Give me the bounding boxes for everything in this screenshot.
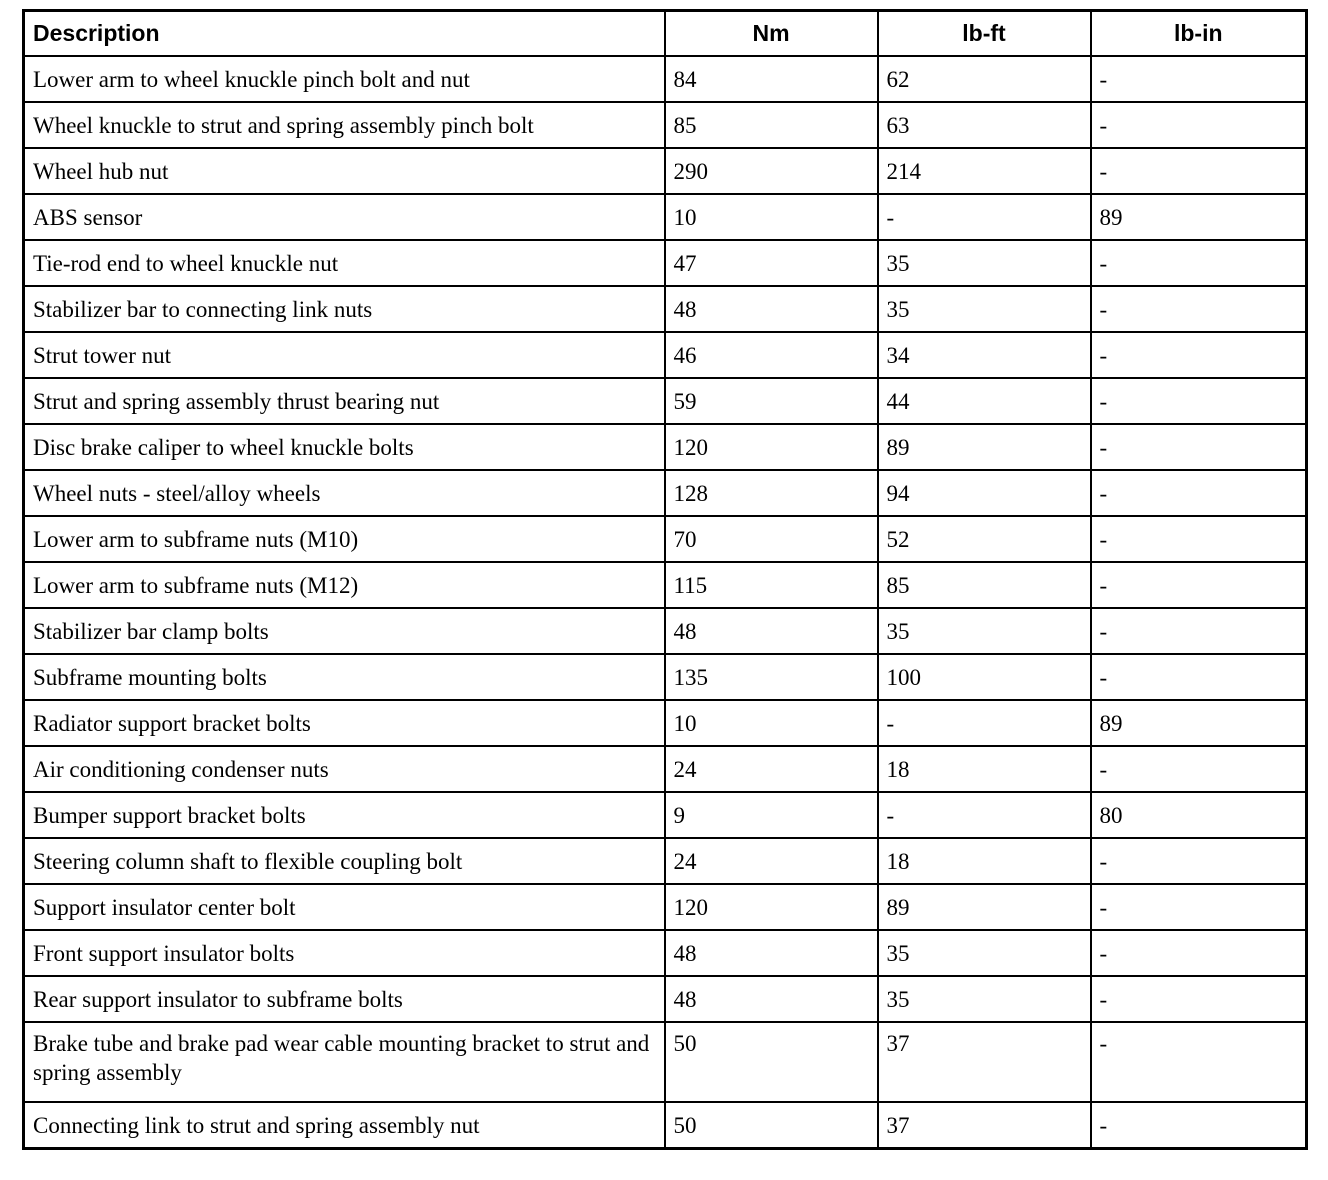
cell-nm: 48 — [665, 930, 878, 976]
cell-description: Bumper support bracket bolts — [24, 792, 665, 838]
cell-lb-in: - — [1091, 56, 1307, 102]
cell-nm: 50 — [665, 1022, 878, 1102]
header-lb-ft: lb-ft — [878, 11, 1091, 57]
cell-lb-ft: 94 — [878, 470, 1091, 516]
cell-lb-in: - — [1091, 332, 1307, 378]
cell-lb-ft: - — [878, 700, 1091, 746]
cell-nm: 46 — [665, 332, 878, 378]
cell-description: Brake tube and brake pad wear cable mounting bracket to strut and spring assembly — [24, 1022, 665, 1102]
table-row — [24, 884, 1307, 930]
cell-description: Tie-rod end to wheel knuckle nut — [24, 240, 665, 286]
cell-nm: 10 — [665, 700, 878, 746]
table-row — [24, 332, 1307, 378]
table-row — [24, 194, 1307, 240]
cell-description: Subframe mounting bolts — [24, 654, 665, 700]
cell-nm: 10 — [665, 194, 878, 240]
cell-lb-ft: 52 — [878, 516, 1091, 562]
cell-nm: 47 — [665, 240, 878, 286]
cell-description: Lower arm to subframe nuts (M12) — [24, 562, 665, 608]
cell-description: Strut tower nut — [24, 332, 665, 378]
cell-description: Front support insulator bolts — [24, 930, 665, 976]
cell-description: Wheel nuts - steel/alloy wheels — [24, 470, 665, 516]
cell-lb-ft: 89 — [878, 424, 1091, 470]
cell-description: Stabilizer bar clamp bolts — [24, 608, 665, 654]
table-row — [24, 608, 1307, 654]
table-row — [24, 792, 1307, 838]
cell-lb-in: - — [1091, 148, 1307, 194]
cell-lb-in: - — [1091, 424, 1307, 470]
cell-description: Air conditioning condenser nuts — [24, 746, 665, 792]
cell-nm: 48 — [665, 608, 878, 654]
table-row — [24, 838, 1307, 884]
cell-lb-ft: 37 — [878, 1102, 1091, 1149]
cell-description: Connecting link to strut and spring assembly nut — [24, 1102, 665, 1149]
table-row — [24, 654, 1307, 700]
cell-description: Lower arm to subframe nuts (M10) — [24, 516, 665, 562]
cell-description: Wheel knuckle to strut and spring assembly pinch bolt — [24, 102, 665, 148]
cell-lb-in: - — [1091, 976, 1307, 1022]
cell-lb-in: 89 — [1091, 194, 1307, 240]
cell-lb-ft: 18 — [878, 838, 1091, 884]
table-row — [24, 424, 1307, 470]
table-row — [24, 930, 1307, 976]
header-description: Description — [24, 11, 665, 57]
cell-lb-in: - — [1091, 746, 1307, 792]
cell-lb-in: - — [1091, 884, 1307, 930]
cell-description: Support insulator center bolt — [24, 884, 665, 930]
cell-lb-in: - — [1091, 654, 1307, 700]
table-row — [24, 976, 1307, 1022]
cell-lb-ft: 35 — [878, 286, 1091, 332]
table-row — [24, 1102, 1307, 1149]
cell-nm: 84 — [665, 56, 878, 102]
cell-nm: 59 — [665, 378, 878, 424]
table-row — [24, 378, 1307, 424]
cell-lb-ft: 89 — [878, 884, 1091, 930]
cell-lb-in: - — [1091, 240, 1307, 286]
cell-lb-ft: 214 — [878, 148, 1091, 194]
cell-lb-in: - — [1091, 838, 1307, 884]
cell-lb-ft: 100 — [878, 654, 1091, 700]
header-nm: Nm — [665, 11, 878, 57]
cell-nm: 24 — [665, 746, 878, 792]
cell-lb-in: - — [1091, 608, 1307, 654]
cell-lb-in: - — [1091, 470, 1307, 516]
cell-description: Disc brake caliper to wheel knuckle bolts — [24, 424, 665, 470]
cell-lb-ft: - — [878, 792, 1091, 838]
cell-lb-in: - — [1091, 930, 1307, 976]
cell-description: Lower arm to wheel knuckle pinch bolt and nut — [24, 56, 665, 102]
cell-description: Steering column shaft to flexible coupling bolt — [24, 838, 665, 884]
table-row — [24, 700, 1307, 746]
cell-nm: 290 — [665, 148, 878, 194]
cell-description: Stabilizer bar to connecting link nuts — [24, 286, 665, 332]
cell-lb-ft: 18 — [878, 746, 1091, 792]
table-row — [24, 516, 1307, 562]
cell-description: Strut and spring assembly thrust bearing nut — [24, 378, 665, 424]
cell-lb-ft: 37 — [878, 1022, 1091, 1102]
cell-nm: 9 — [665, 792, 878, 838]
table-row — [24, 746, 1307, 792]
cell-lb-ft: 63 — [878, 102, 1091, 148]
cell-description: ABS sensor — [24, 194, 665, 240]
cell-lb-ft: 35 — [878, 976, 1091, 1022]
cell-nm: 24 — [665, 838, 878, 884]
table-row — [24, 470, 1307, 516]
cell-lb-in: - — [1091, 102, 1307, 148]
cell-nm: 70 — [665, 516, 878, 562]
cell-nm: 50 — [665, 1102, 878, 1149]
cell-lb-in: - — [1091, 562, 1307, 608]
header-row — [24, 11, 1307, 57]
cell-description: Wheel hub nut — [24, 148, 665, 194]
cell-nm: 48 — [665, 286, 878, 332]
cell-lb-ft: 34 — [878, 332, 1091, 378]
table-row — [24, 1022, 1307, 1102]
cell-lb-in: 89 — [1091, 700, 1307, 746]
cell-nm: 48 — [665, 976, 878, 1022]
table-row — [24, 562, 1307, 608]
table-row — [24, 102, 1307, 148]
cell-lb-in: - — [1091, 1102, 1307, 1149]
cell-nm: 115 — [665, 562, 878, 608]
header-lb-in: lb-in — [1091, 11, 1307, 57]
table-row — [24, 240, 1307, 286]
cell-lb-in: 80 — [1091, 792, 1307, 838]
cell-lb-ft: 35 — [878, 608, 1091, 654]
table-row — [24, 56, 1307, 102]
table-row — [24, 286, 1307, 332]
cell-lb-ft: - — [878, 194, 1091, 240]
cell-nm: 85 — [665, 102, 878, 148]
cell-lb-ft: 44 — [878, 378, 1091, 424]
table-row — [24, 148, 1307, 194]
cell-lb-in: - — [1091, 378, 1307, 424]
cell-lb-ft: 62 — [878, 56, 1091, 102]
cell-lb-in: - — [1091, 516, 1307, 562]
cell-nm: 135 — [665, 654, 878, 700]
cell-nm: 128 — [665, 470, 878, 516]
torque-specifications-table — [22, 9, 1308, 1150]
table-body — [24, 56, 1307, 1149]
cell-lb-ft: 85 — [878, 562, 1091, 608]
cell-nm: 120 — [665, 884, 878, 930]
cell-lb-ft: 35 — [878, 930, 1091, 976]
cell-lb-ft: 35 — [878, 240, 1091, 286]
cell-lb-in: - — [1091, 1022, 1307, 1102]
cell-description: Radiator support bracket bolts — [24, 700, 665, 746]
cell-nm: 120 — [665, 424, 878, 470]
cell-lb-in: - — [1091, 286, 1307, 332]
cell-description: Rear support insulator to subframe bolts — [24, 976, 665, 1022]
